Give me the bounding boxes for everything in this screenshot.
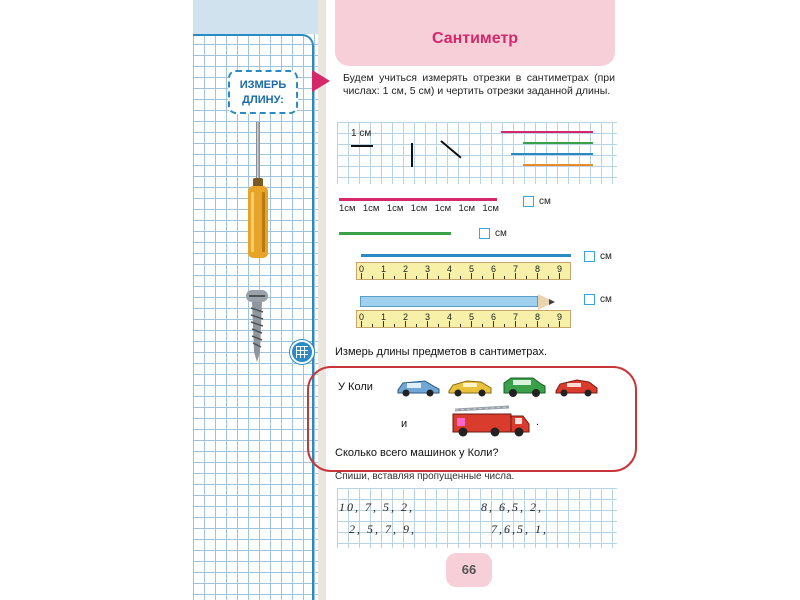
screw-illustration [243,290,271,362]
sequence-row1-left: 10, 7, 5, 2, [339,500,414,514]
ruler-number: 4 [447,312,453,322]
cm-label: 1см [362,203,380,214]
ruler-half-tick [372,276,373,279]
blue-car-icon [395,376,441,398]
ruler-half-tick [416,324,417,327]
page-title: Сантиметр [431,30,519,47]
ruler-number: 0 [359,264,365,274]
ruler-number: 6 [491,264,497,274]
ruler-number: 8 [535,312,541,322]
ruler-half-tick [504,276,505,279]
badge-line-1: ИЗМЕРЬ [239,79,287,91]
ruler-half-tick [438,276,439,279]
yellow-car-icon [447,376,493,398]
unit-label: см [539,196,551,207]
blue-measure-line [361,254,571,257]
unit-label: см [495,228,507,239]
ruler-half-tick [394,276,395,279]
ruler-number: 2 [403,264,409,274]
ruler-half-tick [482,276,483,279]
cm-label: 1см [339,203,356,214]
answer-checkbox-1[interactable] [523,196,534,207]
answer-checkbox-4[interactable] [584,294,595,305]
ruler-number: 9 [557,312,563,322]
cars-question: Сколько всего машинок у Коли? [335,447,499,459]
orange-segment [523,164,593,166]
ruler-number: 0 [359,312,365,322]
measure-task-text: Измерь длины предметов в сантиметрах. [335,346,548,358]
ruler-half-tick [372,324,373,327]
ruler-number: 1 [381,312,387,322]
screwdriver-illustration [243,122,273,262]
sentence-dot: . [536,416,540,428]
ruler-number: 4 [447,264,453,274]
pink-cm-line [339,198,497,201]
green-jeep-icon [501,374,547,398]
ruler-half-tick [548,324,549,327]
ruler-number: 5 [469,264,475,274]
kolya-label: У Коли [338,381,373,393]
ruler-half-tick [548,276,549,279]
badge-line-2: ДЛИНУ: [242,94,284,106]
and-word: и [401,418,408,430]
ruler-number: 7 [513,264,519,274]
unit-label: см [600,294,612,305]
cm-label: 1см [386,203,404,214]
ruler-number: 6 [491,312,497,322]
cm-row [339,203,499,214]
cm-label: 1см [458,203,476,214]
ruler-number: 7 [513,312,519,322]
copy-instruction: Спиши, вставляя пропущенные числа. [335,471,515,482]
ruler-number: 9 [557,264,563,274]
red-car-icon [553,376,599,398]
sequence-grid [337,488,617,548]
cm-label: 1см [482,203,499,214]
ruler-number: 8 [535,264,541,274]
strip-top-band [193,0,318,34]
vertical-segment [411,143,413,167]
answer-checkbox-3[interactable] [584,251,595,262]
cm-label: 1см [434,203,452,214]
pencil-illustration [360,296,538,307]
fire-truck-icon [449,404,531,438]
sequence-row2-right: 7,6,5, 1, [491,522,548,536]
cm-label: 1см [410,203,428,214]
page-number: 66 [446,553,492,587]
ruler-half-tick [482,324,483,327]
intro-text: Будем учиться измерять отрезки в сантиметрах (при числах: 1 см, 5 см) и чертить отрезки заданной длины. [343,72,615,97]
ruler-half-tick [438,324,439,327]
pointer-arrow-icon [312,70,330,92]
ruler-number: 3 [425,264,431,274]
ruler-half-tick [460,276,461,279]
ruler-half-tick [416,276,417,279]
ruler-2 [356,310,571,328]
one-cm-label: 1 см [351,128,372,139]
ruler-half-tick [526,324,527,327]
one-cm-segment [351,145,373,147]
measure-length-badge [228,70,298,114]
green-segment [523,142,593,144]
pink-segment [501,131,593,133]
answer-checkbox-2[interactable] [479,228,490,239]
ruler-half-tick [504,324,505,327]
ruler-number: 2 [403,312,409,322]
ruler-half-tick [526,276,527,279]
textbook-page [193,0,643,600]
ruler-number: 3 [425,312,431,322]
ruler-half-tick [460,324,461,327]
sequence-row2-left: 2, 5, 7, 9, [349,522,416,536]
pencil-lead [549,299,555,305]
unit-label: см [600,251,612,262]
title-banner [335,0,615,66]
ruler-half-tick [394,324,395,327]
ruler-number: 5 [469,312,475,322]
ruler-number: 1 [381,264,387,274]
blue-segment [511,153,593,155]
sequence-row1-right: 8, 6,5, 2, [481,500,543,514]
globe-icon[interactable] [290,340,314,364]
ruler-1 [356,262,571,280]
green-measure-line [339,232,451,235]
